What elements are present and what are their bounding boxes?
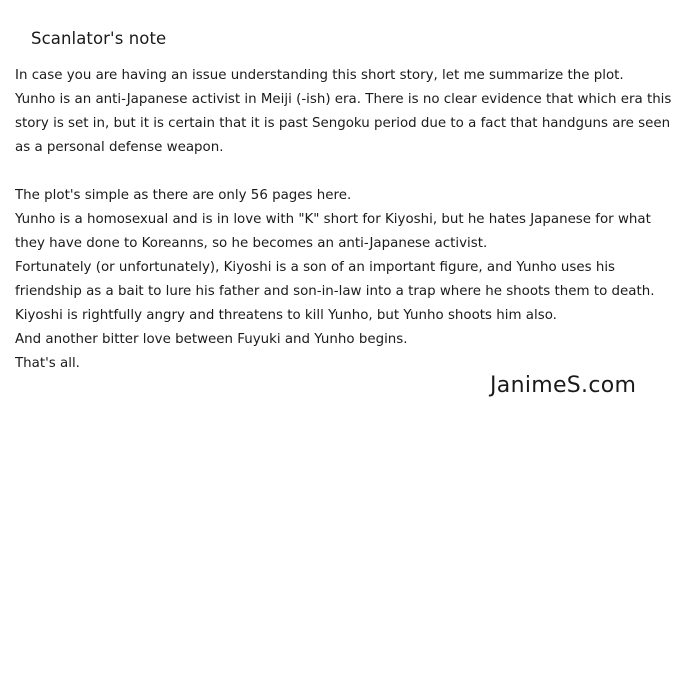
note-line: And another bitter love between Fuyuki and Yunho begins.	[15, 332, 408, 347]
note-line: they have done to Koreanns, so he becomes an anti-Japanese activist.	[15, 236, 488, 251]
note-line: That's all.	[15, 356, 80, 371]
note-line: Fortunately (or unfortunately), Kiyoshi is a son of an important figure, and Yunho uses his	[15, 260, 616, 275]
note-line: as a personal defense weapon.	[15, 140, 224, 155]
note-line: The plot's simple as there are only 56 pages here.	[15, 188, 352, 203]
note-line: Kiyoshi is rightfully angry and threatens to kill Yunho, but Yunho shoots him also.	[15, 308, 557, 323]
note-line: Yunho is an anti-Japanese activist in Meiji (-ish) era. There is no clear evidence that which era this	[15, 92, 672, 107]
scanlator-note-title: Scanlator's note	[31, 29, 167, 48]
note-line: Yunho is a homosexual and is in love with "K" short for Kiyoshi, but he hates Japanese for what	[15, 212, 651, 227]
note-line: story is set in, but it is certain that it is past Sengoku period due to a fact that handguns are seen	[15, 116, 671, 131]
paragraph-spacer	[15, 160, 695, 184]
note-body	[15, 64, 695, 376]
note-line: In case you are having an issue understanding this short story, let me summarize the plot.	[15, 68, 624, 83]
note-line: friendship as a bait to lure his father and son-in-law into a trap where he shoots them to death.	[15, 284, 655, 299]
site-watermark: JanimeS.com	[490, 373, 637, 398]
